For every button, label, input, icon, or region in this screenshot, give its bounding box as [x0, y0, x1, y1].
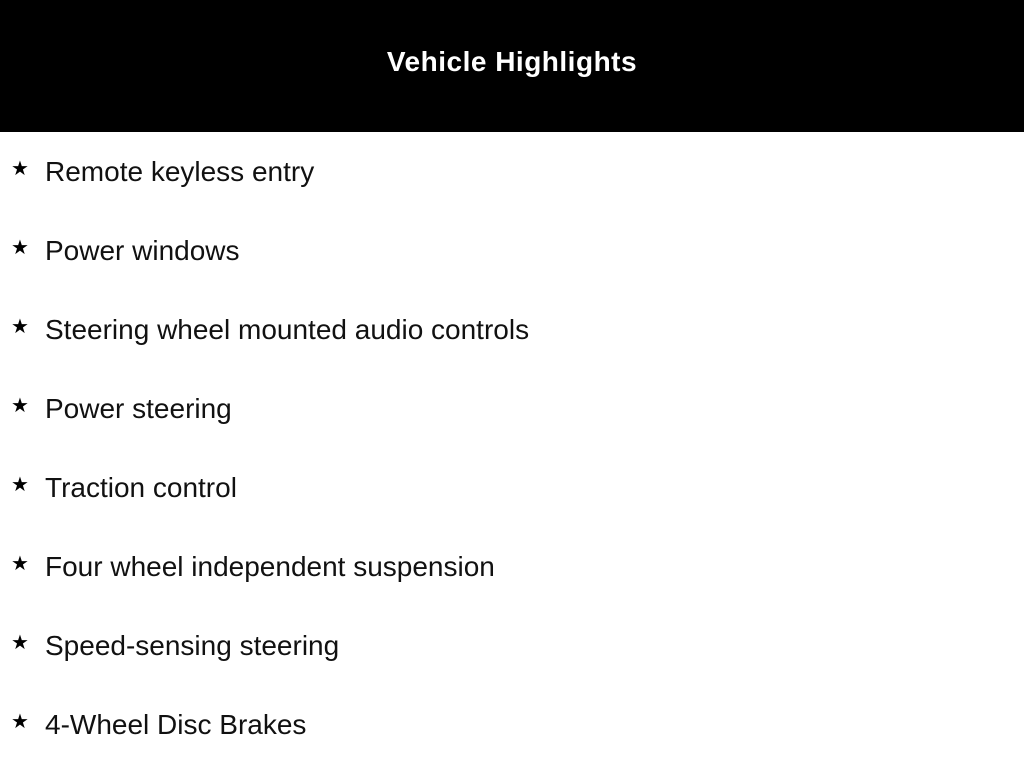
page-title: Vehicle Highlights	[386, 46, 638, 77]
list-item	[0, 606, 1024, 685]
list-item	[0, 448, 1024, 527]
star-icon: ★	[11, 393, 29, 417]
highlight-label: Steering wheel mounted audio controls	[45, 314, 530, 345]
highlight-label: Power steering	[45, 393, 232, 424]
highlight-label: Speed-sensing steering	[45, 630, 340, 661]
highlights-list	[0, 132, 1024, 764]
list-item	[0, 132, 1024, 211]
star-icon: ★	[11, 156, 29, 180]
highlight-label: Traction control	[45, 472, 237, 503]
highlight-label: Remote keyless entry	[45, 156, 315, 187]
highlight-label: Power windows	[45, 235, 240, 266]
star-icon: ★	[11, 472, 29, 496]
star-icon: ★	[11, 630, 29, 654]
star-icon: ★	[11, 551, 29, 575]
star-icon: ★	[11, 709, 29, 733]
star-icon: ★	[11, 314, 29, 338]
list-item	[0, 211, 1024, 290]
header-banner	[0, 0, 1024, 132]
list-item	[0, 685, 1024, 764]
highlight-label: 4-Wheel Disc Brakes	[45, 709, 307, 740]
star-icon: ★	[11, 235, 29, 259]
list-item	[0, 527, 1024, 606]
list-item	[0, 290, 1024, 369]
list-item	[0, 369, 1024, 448]
highlight-label: Four wheel independent suspension	[45, 551, 495, 582]
